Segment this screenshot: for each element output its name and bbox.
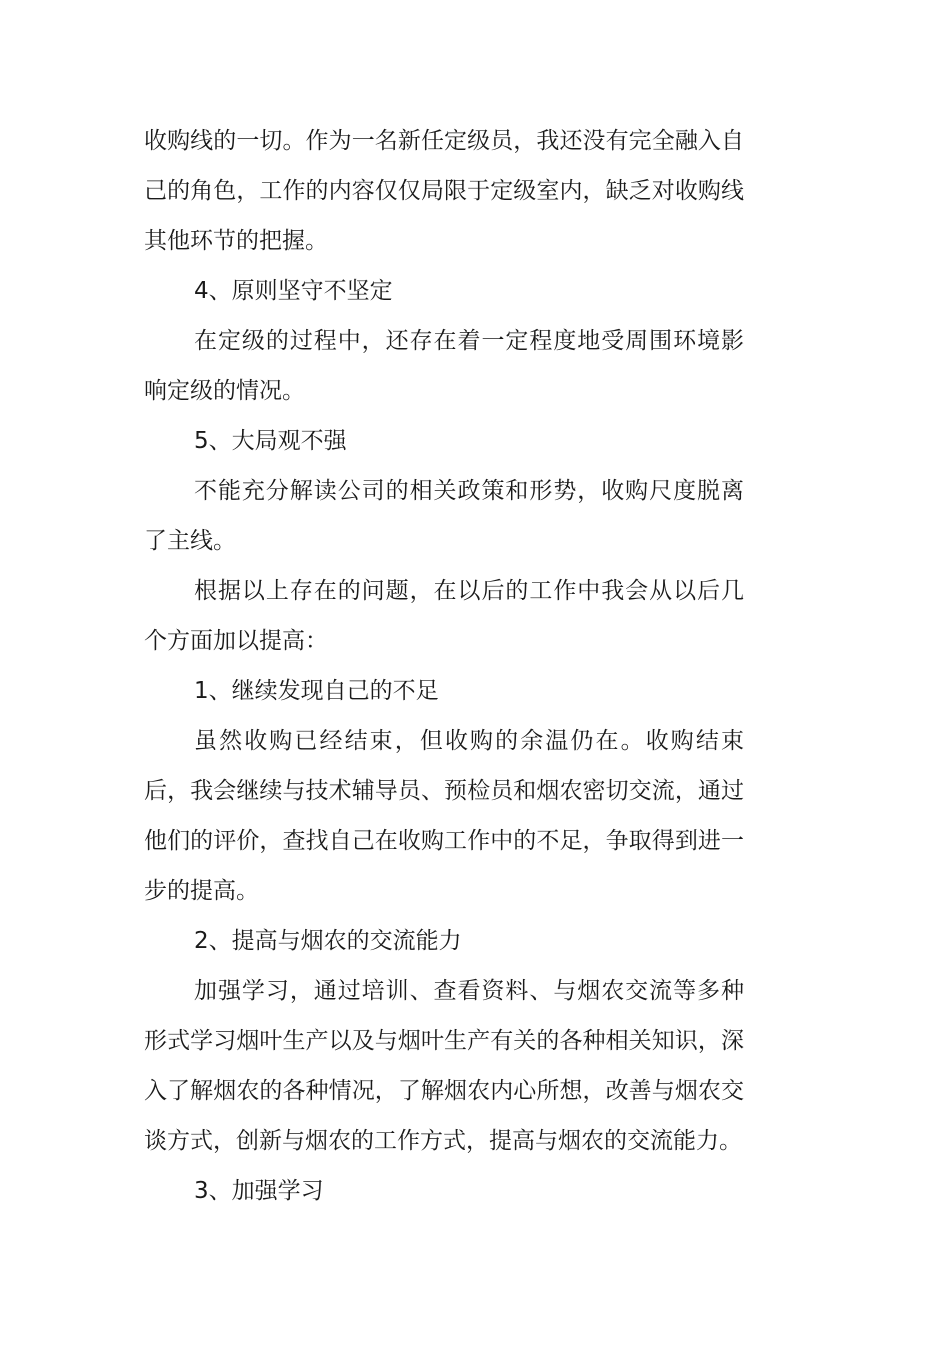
paragraph-improvement-intro: 根据以上存在的问题，在以后的工作中我会从以后几个方面加以提高： (144, 578, 744, 654)
paragraph-principle: 在定级的过程中，还存在着一定程度地受周围环境影响定级的情况。 (144, 328, 744, 404)
paragraph-continuation: 收购线的一切。作为一名新任定级员，我还没有完全融入自己的角色，工作的内容仅仅局限于定级室内，缺乏对收购线其他环节的把握。 (144, 128, 744, 254)
paragraph-communication: 加强学习，通过培训、查看资料、与烟农交流等多种形式学习烟叶生产以及与烟叶生产有关的各种相关知识，深入了解烟农的各种情况，了解烟农内心所想，改善与烟农交谈方式，创新与烟农的工作方式，提高与烟农的交流能力。 (144, 978, 744, 1154)
improvement-heading-3: 3、加强学习 (194, 1178, 324, 1204)
document-body (144, 116, 744, 1216)
paragraph-overview: 不能充分解读公司的相关政策和形势，收购尺度脱离了主线。 (144, 478, 744, 554)
section-heading-4: 4、原则坚守不坚定 (194, 278, 393, 304)
improvement-heading-1: 1、继续发现自己的不足 (194, 678, 439, 704)
improvement-heading-2: 2、提高与烟农的交流能力 (194, 928, 462, 954)
section-heading-5: 5、大局观不强 (194, 428, 347, 454)
paragraph-find-shortcomings: 虽然收购已经结束，但收购的余温仍在。收购结束后，我会继续与技术辅导员、预检员和烟农密切交流，通过他们的评价，查找自己在收购工作中的不足，争取得到进一步的提高。 (144, 728, 744, 904)
